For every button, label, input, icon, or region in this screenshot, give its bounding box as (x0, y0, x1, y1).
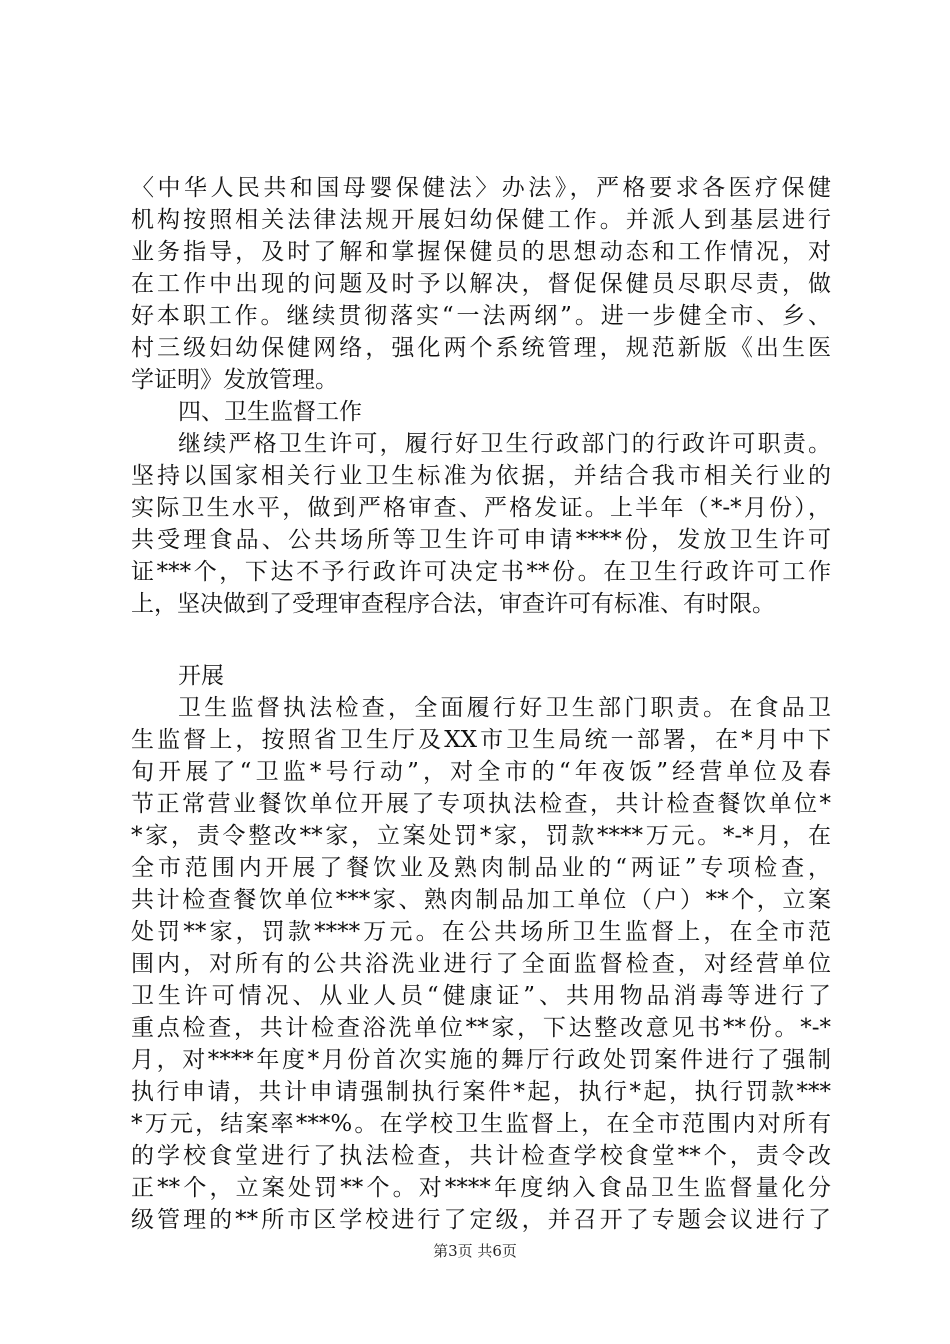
text-line: 级管理的**所市区学校进行了定级，并召开了专题会议进行了 (131, 1207, 831, 1233)
text-line: 学证明》发放管理。 (131, 367, 338, 393)
section-heading: 四、卫生监督工作 (178, 399, 362, 425)
text-line: 生监督上，按照省卫生厅及XX市卫生局统一部署，在*月中下 (131, 727, 831, 753)
text-line: 全市范围内开展了餐饮业及熟肉制品业的“两证”专项检查， (131, 855, 831, 881)
text-line: 〈中华人民共和国母婴保健法〉办法》，严格要求各医疗保健 (131, 175, 831, 201)
text-line: 旬开展了“卫监*号行动”，对全市的“年夜饭”经营单位及春 (131, 759, 831, 785)
text-line: 好本职工作。继续贯彻落实“一法两纲”。进一步健全市、乡、 (131, 303, 831, 329)
paragraph-enforcement-inspection (131, 692, 831, 1236)
text-line: 实际卫生水平，做到严格审查、严格发证。上半年（*-*月份）， (131, 495, 831, 521)
text-line: 的学校食堂进行了执法检查，共计检查学校食堂**个，责令改 (131, 1143, 831, 1169)
text-line: 证***个，下达不予行政许可决定书**份。在卫生行政许可工作 (131, 559, 831, 585)
text-line: 在工作中出现的问题及时予以解决，督促保健员尽职尽责，做 (131, 271, 831, 297)
text-line: 共受理食品、公共场所等卫生许可申请****份，发放卫生许可 (131, 527, 831, 553)
text-line: 坚持以国家相关行业卫生标准为依据，并结合我市相关行业的 (131, 463, 831, 489)
paragraph-maternal-health (131, 172, 831, 396)
text-line: 节正常营业餐饮单位开展了专项执法检查，共计检查餐饮单位* (131, 791, 831, 817)
text-line: 重点检查，共计检查浴洗单位**家，下达整改意见书**份。*-* (131, 1015, 831, 1041)
text-line: *万元，结案率***%。在学校卫生监督上，在全市范围内对所有 (131, 1111, 831, 1137)
text-line: 机构按照相关法律法规开展妇幼保健工作。并派人到基层进行 (131, 207, 831, 233)
standalone-word: 开展 (178, 663, 224, 689)
text-line: 处罚**家，罚款****万元。在公共场所卫生监督上，在全市范 (131, 919, 831, 945)
text-line: 月，对****年度*月份首次实施的舞厅行政处罚案件进行了强制 (131, 1047, 831, 1073)
text-line: 卫生许可情况、从业人员“健康证”、共用物品消毒等进行了 (131, 983, 831, 1009)
paragraph-gap (131, 620, 831, 660)
text-line: 上，坚决做到了受理审查程序合法，审查许可有标准、有时限。 (131, 591, 775, 617)
text-line: 卫生监督执法检查，全面履行好卫生部门职责。在食品卫 (178, 695, 831, 721)
text-line: *家，责令整改**家，立案处罚*家，罚款****万元。*-*月，在 (131, 823, 831, 849)
page-footer: 第3页 共6页 (433, 1242, 517, 1260)
text-line: 围内，对所有的公共浴洗业进行了全面监督检查，对经营单位 (131, 951, 831, 977)
text-line: 业务指导，及时了解和掌握保健员的思想动态和工作情况，对 (131, 239, 831, 265)
text-line: 村三级妇幼保健网络，强化两个系统管理，规范新版《出生医 (131, 335, 831, 361)
text-line: 继续严格卫生许可，履行好卫生行政部门的行政许可职责。 (178, 431, 831, 457)
paragraph-health-permits (131, 428, 831, 620)
text-line: 执行申请，共计申请强制执行案件*起，执行*起，执行罚款*** (131, 1079, 831, 1105)
text-line: 共计检查餐饮单位***家、熟肉制品加工单位（户）**个，立案 (131, 887, 831, 913)
document-body (131, 172, 831, 1236)
text-line: 正**个，立案处罚**个。对****年度纳入食品卫生监督量化分 (131, 1175, 831, 1201)
